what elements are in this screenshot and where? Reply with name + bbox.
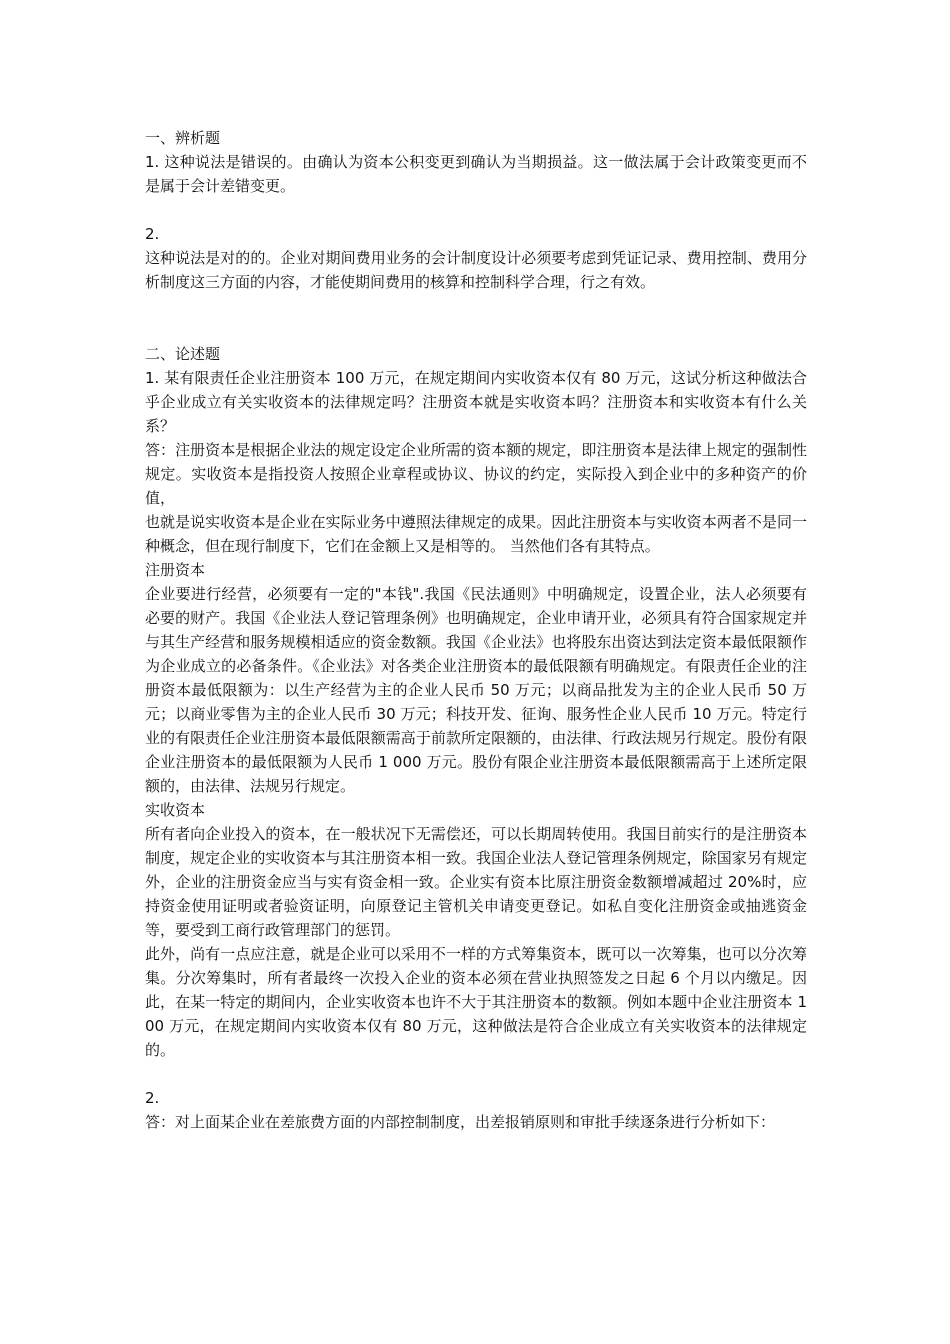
spacer bbox=[145, 198, 807, 222]
registered-capital-body: 企业要进行经营，必须要有一定的"本钱".我国《民法通则》中明确规定，设置企业，法人必须要有必要的财产。我国《企业法人登记管理条例》也明确规定，企业申请开业，必须具有符合国家规定并与其生产经营和服务规模相适应的资金数额。我国《企业法》也将股东出资达到法定资本最低限额作为企业成立的必备条件。《企业法》对各类企业注册资本的最低限额有明确规定。有限责任企业的注册资本最低限额为：以生产经营为主的企业人民币 50 万元；以商品批发为主的企业人民币 50 万元；以商业零售为主的企业人民币 30 万元；科技开发、征询、服务性企业人民币 10 万元。特定行业的有限责任企业注册资本最低限额需高于前款所定限额的，由法律、行政法规另行规定。股份有限企业注册资本的最低限额为人民币 1 000 万元。股份有限企业注册资本最低限额需高于上述所定限额的，由法律、法规另行规定。 bbox=[145, 585, 807, 795]
spacer bbox=[145, 1062, 807, 1086]
paid-in-capital-heading: 实收资本 bbox=[145, 801, 206, 819]
document-page bbox=[145, 126, 807, 1134]
section1-q2-number: 2. bbox=[145, 225, 160, 243]
section2-q2-number: 2. bbox=[145, 1089, 160, 1107]
section2-heading: 二、论述题 bbox=[145, 345, 221, 363]
section2-answer-intro: 答：注册资本是根据企业法的规定设定企业所需的资本额的规定，即注册资本是法律上规定的强制性规定。实收资本是指投资人按照企业章程或协议、协议的约定，实际投入到企业中的多种资产的价值， bbox=[145, 441, 807, 507]
paid-in-capital-extra: 此外，尚有一点应注意，就是企业可以采用不一样的方式筹集资本，既可以一次筹集，也可以分次筹集。分次筹集时，所有者最终一次投入企业的资本必须在营业执照签发之日起 6 个月以内缴足。因此，在某一特定的期间内，企业实收资本也许不大于其注册资本的数额。例如本题中企业注册资本 100 万元，在规定期间内实收资本仅有 80 万元，这种做法是符合企业成立有关实收资本的法律规定的。 bbox=[145, 945, 807, 1059]
paid-in-capital-body: 所有者向企业投入的资本，在一般状况下无需偿还，可以长期周转使用。我国目前实行的是注册资本制度，规定企业的实收资本与其注册资本相一致。我国企业法人登记管理条例规定，除国家另有规定外，企业的注册资金应当与实有资金相一致。企业实有资本比原注册资金数额增减超过 20%时，应持资金使用证明或者验资证明，向原登记主管机关申请变更登记。如私自变化注册资金或抽逃资金等，要受到工商行政管理部门的惩罚。 bbox=[145, 825, 807, 939]
section2-q1: 1. 某有限责任企业注册资本 100 万元，在规定期间内实收资本仅有 80 万元，这试分析这种做法合乎企业成立有关实收资本的法律规定吗？注册资本就是实收资本吗？注册资本和实收资本有什么关系？ bbox=[145, 369, 807, 435]
section2-answer-cont: 也就是说实收资本是企业在实际业务中遵照法律规定的成果。因此注册资本与实收资本两者不是同一种概念，但在现行制度下，它们在金额上又是相等的。 当然他们各有其特点。 bbox=[145, 513, 807, 555]
section1-q1: 1. 这种说法是错误的。由确认为资本公积变更到确认为当期损益。这一做法属于会计政策变更而不是属于会计差错变更。 bbox=[145, 153, 807, 195]
section2-q2-answer: 答：对上面某企业在差旅费方面的内部控制制度，出差报销原则和审批手续逐条进行分析如下： bbox=[145, 1113, 776, 1131]
spacer bbox=[145, 294, 807, 342]
section1-q2-answer: 这种说法是对的的。企业对期间费用业务的会计制度设计必须要考虑到凭证记录、费用控制、费用分析制度这三方面的内容，才能使期间费用的核算和控制科学合理，行之有效。 bbox=[145, 249, 807, 291]
section1-heading: 一、辨析题 bbox=[145, 129, 221, 147]
registered-capital-heading: 注册资本 bbox=[145, 561, 206, 579]
